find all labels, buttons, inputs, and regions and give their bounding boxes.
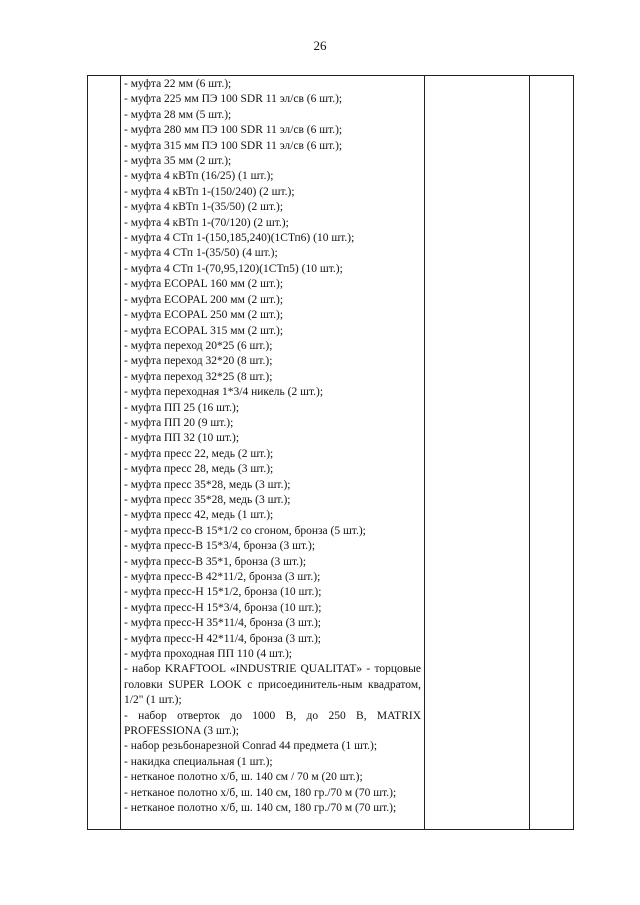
list-item: - муфта пресс-Н 15*1/2, бронза (10 шт.); [124, 586, 322, 599]
list-item: - нетканое полотно х/б, ш. 140 см, 180 гр./70 м (70 шт.); [124, 802, 397, 815]
list-item: - муфта переход 32*25 (8 шт.); [124, 370, 273, 383]
list-item: - муфта ECOPAL 315 мм (2 шт.); [124, 324, 284, 337]
list-item: - муфта пресс 22, медь (2 шт.); [124, 447, 274, 460]
list-item: - нетканое полотно х/б, ш. 140 см / 70 м (20 шт.); [124, 771, 363, 784]
list-item: - муфта пресс-Н 42*11/4, бронза (3 шт.); [124, 632, 321, 645]
list-item: - набор KRAFTOOL «INDUSTRIE QUALITAT» - торцовые головки SUPER LOOK с присоединитель-ным квадратом, 1/2" (1 шт.); [124, 663, 421, 707]
list-item: - муфта проходная ПП 110 (4 шт.); [124, 648, 292, 661]
list-item: - муфта пресс 35*28, медь (3 шт.); [124, 493, 291, 506]
list-item: - муфта пресс 28, медь (3 шт.); [124, 463, 274, 476]
list-item: - муфта переходная 1*3/4 никель (2 шт.); [124, 386, 324, 399]
list-item: - нетканое полотно х/б, ш. 140 см, 180 гр./70 м (70 шт.); [124, 786, 397, 799]
items-table [87, 75, 574, 830]
list-item: - муфта пресс 35*28, медь (3 шт.); [124, 478, 291, 491]
list-item: - муфта 4 кВТп (16/25) (1 шт.); [124, 170, 274, 183]
list-item: - муфта ECOPAL 200 мм (2 шт.); [124, 293, 284, 306]
list-item: - муфта 225 мм ПЭ 100 SDR 11 эл/св (6 шт.); [124, 93, 343, 106]
page-number: 26 [313, 38, 327, 53]
list-item: - муфта 4 кВТп 1-(150/240) (2 шт.); [124, 185, 295, 198]
list-item: - муфта 28 мм (5 шт.); [124, 108, 232, 121]
list-item: - муфта пресс-В 15*3/4, бронза (3 шт.); [124, 540, 316, 553]
list-item: - муфта пресс-Н 15*3/4, бронза (10 шт.); [124, 601, 322, 614]
list-item: - муфта ECOPAL 250 мм (2 шт.); [124, 309, 284, 322]
list-item: - муфта 22 мм (6 шт.); [124, 78, 232, 90]
list-item: - муфта пресс-Н 35*11/4, бронза (3 шт.); [124, 617, 321, 630]
item-list [121, 76, 424, 817]
list-item: - накидка специальная (1 шт.); [124, 755, 273, 768]
list-item: - муфта 280 мм ПЭ 100 SDR 11 эл/св (6 шт.); [124, 124, 343, 137]
list-item: - муфта ПП 25 (16 шт.); [124, 401, 240, 414]
list-item: - муфта 4 кВТп 1-(70/120) (2 шт.); [124, 216, 289, 229]
list-item: - муфта 4 СТп 1-(150,185,240)(1СТп6) (10 шт.); [124, 232, 355, 245]
list-item: - муфта 315 мм ПЭ 100 SDR 11 эл/св (6 шт.); [124, 139, 343, 152]
list-item: - муфта пресс-В 42*11/2, бронза (3 шт.); [124, 571, 321, 583]
list-item: - муфта переход 20*25 (6 шт.); [124, 339, 273, 352]
list-item: - муфта пресс-В 15*1/2 со сгоном, бронза (5 шт.); [124, 524, 366, 537]
column-3-cell [425, 76, 530, 830]
list-item: - муфта ПП 32 (10 шт.); [124, 432, 240, 445]
list-item: - муфта 35 мм (2 шт.); [124, 155, 232, 168]
column-4-cell [530, 76, 574, 830]
list-item: - набор резьбонарезной Conrad 44 предмета (1 шт.); [124, 740, 378, 753]
list-item: - муфта ECOPAL 160 мм (2 шт.); [124, 278, 284, 291]
list-item: - муфта переход 32*20 (8 шт.); [124, 355, 273, 368]
list-item: - муфта 4 СТп 1-(35/50) (4 шт.); [124, 247, 278, 260]
list-item: - набор отверток до 1000 В, до 250 В, MATRIX PROFESSIONA (3 шт.); [124, 709, 421, 738]
list-item: - муфта ПП 20 (9 шт.); [124, 416, 234, 429]
list-item: - муфта 4 кВТп 1-(35/50) (2 шт.); [124, 201, 284, 214]
table-row [88, 76, 574, 830]
list-item: - муфта пресс-В 35*1, бронза (3 шт.); [124, 555, 307, 568]
number-cell [88, 76, 121, 830]
list-item: - муфта 4 СТп 1-(70,95,120)(1СТп5) (10 шт.); [124, 262, 343, 275]
list-item: - муфта пресс 42, медь (1 шт.); [124, 509, 274, 522]
description-cell [121, 76, 425, 830]
